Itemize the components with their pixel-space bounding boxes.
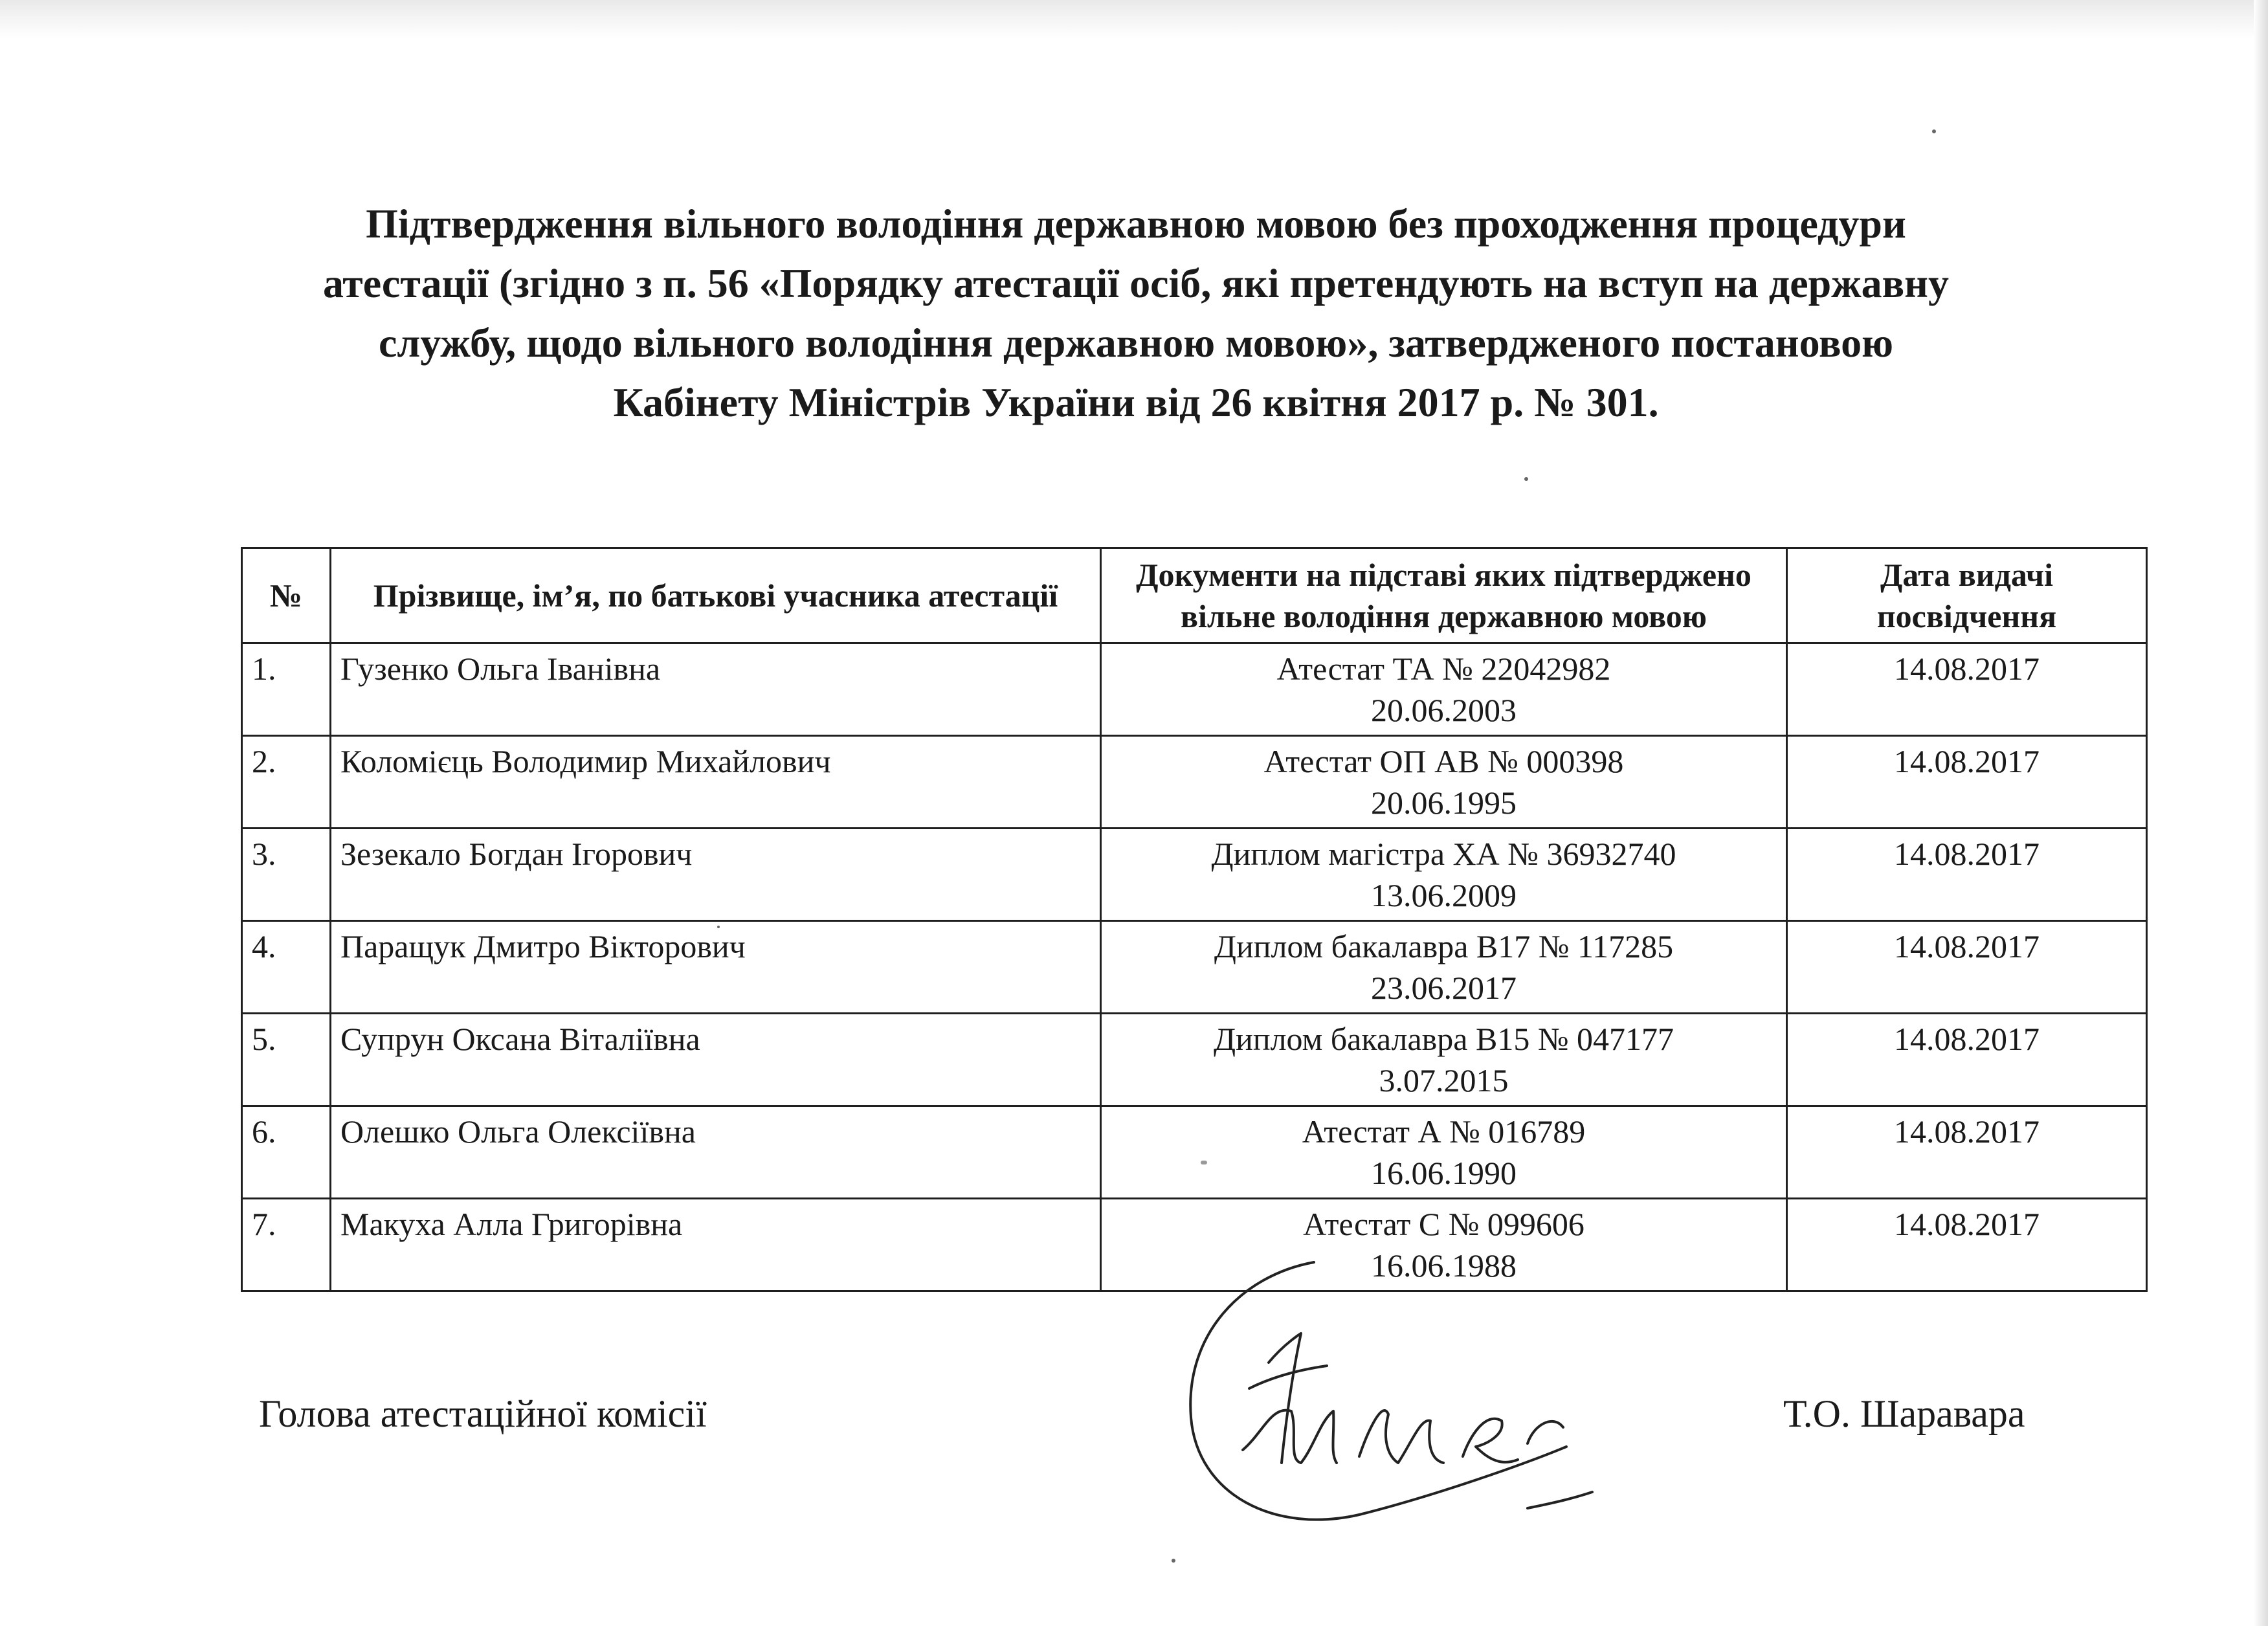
document-cell xyxy=(1101,921,1787,1014)
handwritten-signature xyxy=(1165,1249,1618,1547)
document-title: Диплом бакалавра В15 № 047177 xyxy=(1213,1021,1674,1057)
scan-speck xyxy=(717,926,720,928)
attestation-table xyxy=(241,547,2148,1292)
header-number: № xyxy=(242,548,331,643)
scan-speck xyxy=(1932,129,1936,133)
header-issue-date: Дата видачі посвідчення xyxy=(1787,548,2147,643)
document-title: Атестат А № 016789 xyxy=(1302,1113,1586,1150)
document-date: 20.06.1995 xyxy=(1371,785,1517,821)
document-date: 16.06.1990 xyxy=(1371,1155,1517,1191)
document-title: Атестат ОП АВ № 000398 xyxy=(1263,743,1624,779)
issue-date: 14.08.2017 xyxy=(1787,1106,2147,1199)
participant-name: Супрун Оксана Віталіївна xyxy=(331,1014,1101,1106)
document-cell xyxy=(1101,1106,1787,1199)
issue-date: 14.08.2017 xyxy=(1787,643,2147,736)
participant-name: Макуха Алла Григорівна xyxy=(331,1199,1101,1291)
row-number: 5. xyxy=(242,1014,331,1106)
heading-line: атестації (згідно з п. 56 «Порядку атестації осіб, які претендують на вступ на державну xyxy=(322,260,1950,306)
document-cell xyxy=(1101,1014,1787,1106)
row-number: 3. xyxy=(242,829,331,921)
heading-line: Кабінету Міністрів України від 26 квітня 2017 р. № 301. xyxy=(613,379,1659,425)
document-date: 3.07.2015 xyxy=(1379,1062,1509,1098)
participant-name: Олешко Ольга Олексіївна xyxy=(331,1106,1101,1199)
header-full-name: Прізвище, ім’я, по батькові учасника атестації xyxy=(331,548,1101,643)
document-title: Атестат ТА № 22042982 xyxy=(1276,651,1611,687)
document-date: 13.06.2009 xyxy=(1371,877,1517,913)
document-title: Диплом магістра ХА № 36932740 xyxy=(1211,836,1676,872)
heading-line: Підтвердження вільного володіння державною мовою без проходження процедури xyxy=(366,201,1906,247)
participant-name: Паращук Дмитро Вікторович xyxy=(331,921,1101,1014)
issue-date: 14.08.2017 xyxy=(1787,921,2147,1014)
row-number: 1. xyxy=(242,643,331,736)
scan-speck xyxy=(1201,1161,1207,1164)
heading-line: службу, щодо вільного володіння державною мовою», затвердженого постановою xyxy=(378,320,1894,366)
issue-date: 14.08.2017 xyxy=(1787,1199,2147,1291)
participant-name: Коломієць Володимир Михайлович xyxy=(331,736,1101,829)
header-documents: Документи на підставі яких підтверджено вільне володіння державною мовою xyxy=(1101,548,1787,643)
table-row xyxy=(242,921,2147,1014)
table-row xyxy=(242,1014,2147,1106)
issue-date: 14.08.2017 xyxy=(1787,829,2147,921)
table-header-row xyxy=(242,548,2147,643)
scan-speck xyxy=(1172,1559,1175,1563)
document-cell xyxy=(1101,736,1787,829)
table-row xyxy=(242,1106,2147,1199)
document-date: 20.06.2003 xyxy=(1371,692,1517,728)
table-row xyxy=(242,829,2147,921)
document-title: Диплом бакалавра В17 № 117285 xyxy=(1214,928,1674,964)
commission-head-label: Голова атестаційної комісії xyxy=(259,1392,707,1435)
document-title: Атестат С № 099606 xyxy=(1303,1206,1584,1242)
signatory-name: Т.О. Шаравара xyxy=(1783,1392,2025,1435)
participant-name: Гузенко Ольга Іванівна xyxy=(331,643,1101,736)
table-row xyxy=(242,736,2147,829)
scan-edge-right xyxy=(2254,0,2268,1626)
row-number: 7. xyxy=(242,1199,331,1291)
table-row xyxy=(242,643,2147,736)
participant-name: Зезекало Богдан Ігорович xyxy=(331,829,1101,921)
row-number: 6. xyxy=(242,1106,331,1199)
row-number: 2. xyxy=(242,736,331,829)
issue-date: 14.08.2017 xyxy=(1787,1014,2147,1106)
document-cell xyxy=(1101,643,1787,736)
document-cell xyxy=(1101,829,1787,921)
document-heading xyxy=(168,194,2104,432)
document-date: 16.06.1988 xyxy=(1371,1247,1517,1284)
issue-date: 14.08.2017 xyxy=(1787,736,2147,829)
document-date: 23.06.2017 xyxy=(1371,970,1517,1006)
scan-speck xyxy=(1524,477,1528,481)
row-number: 4. xyxy=(242,921,331,1014)
scan-edge-top xyxy=(0,0,2268,39)
